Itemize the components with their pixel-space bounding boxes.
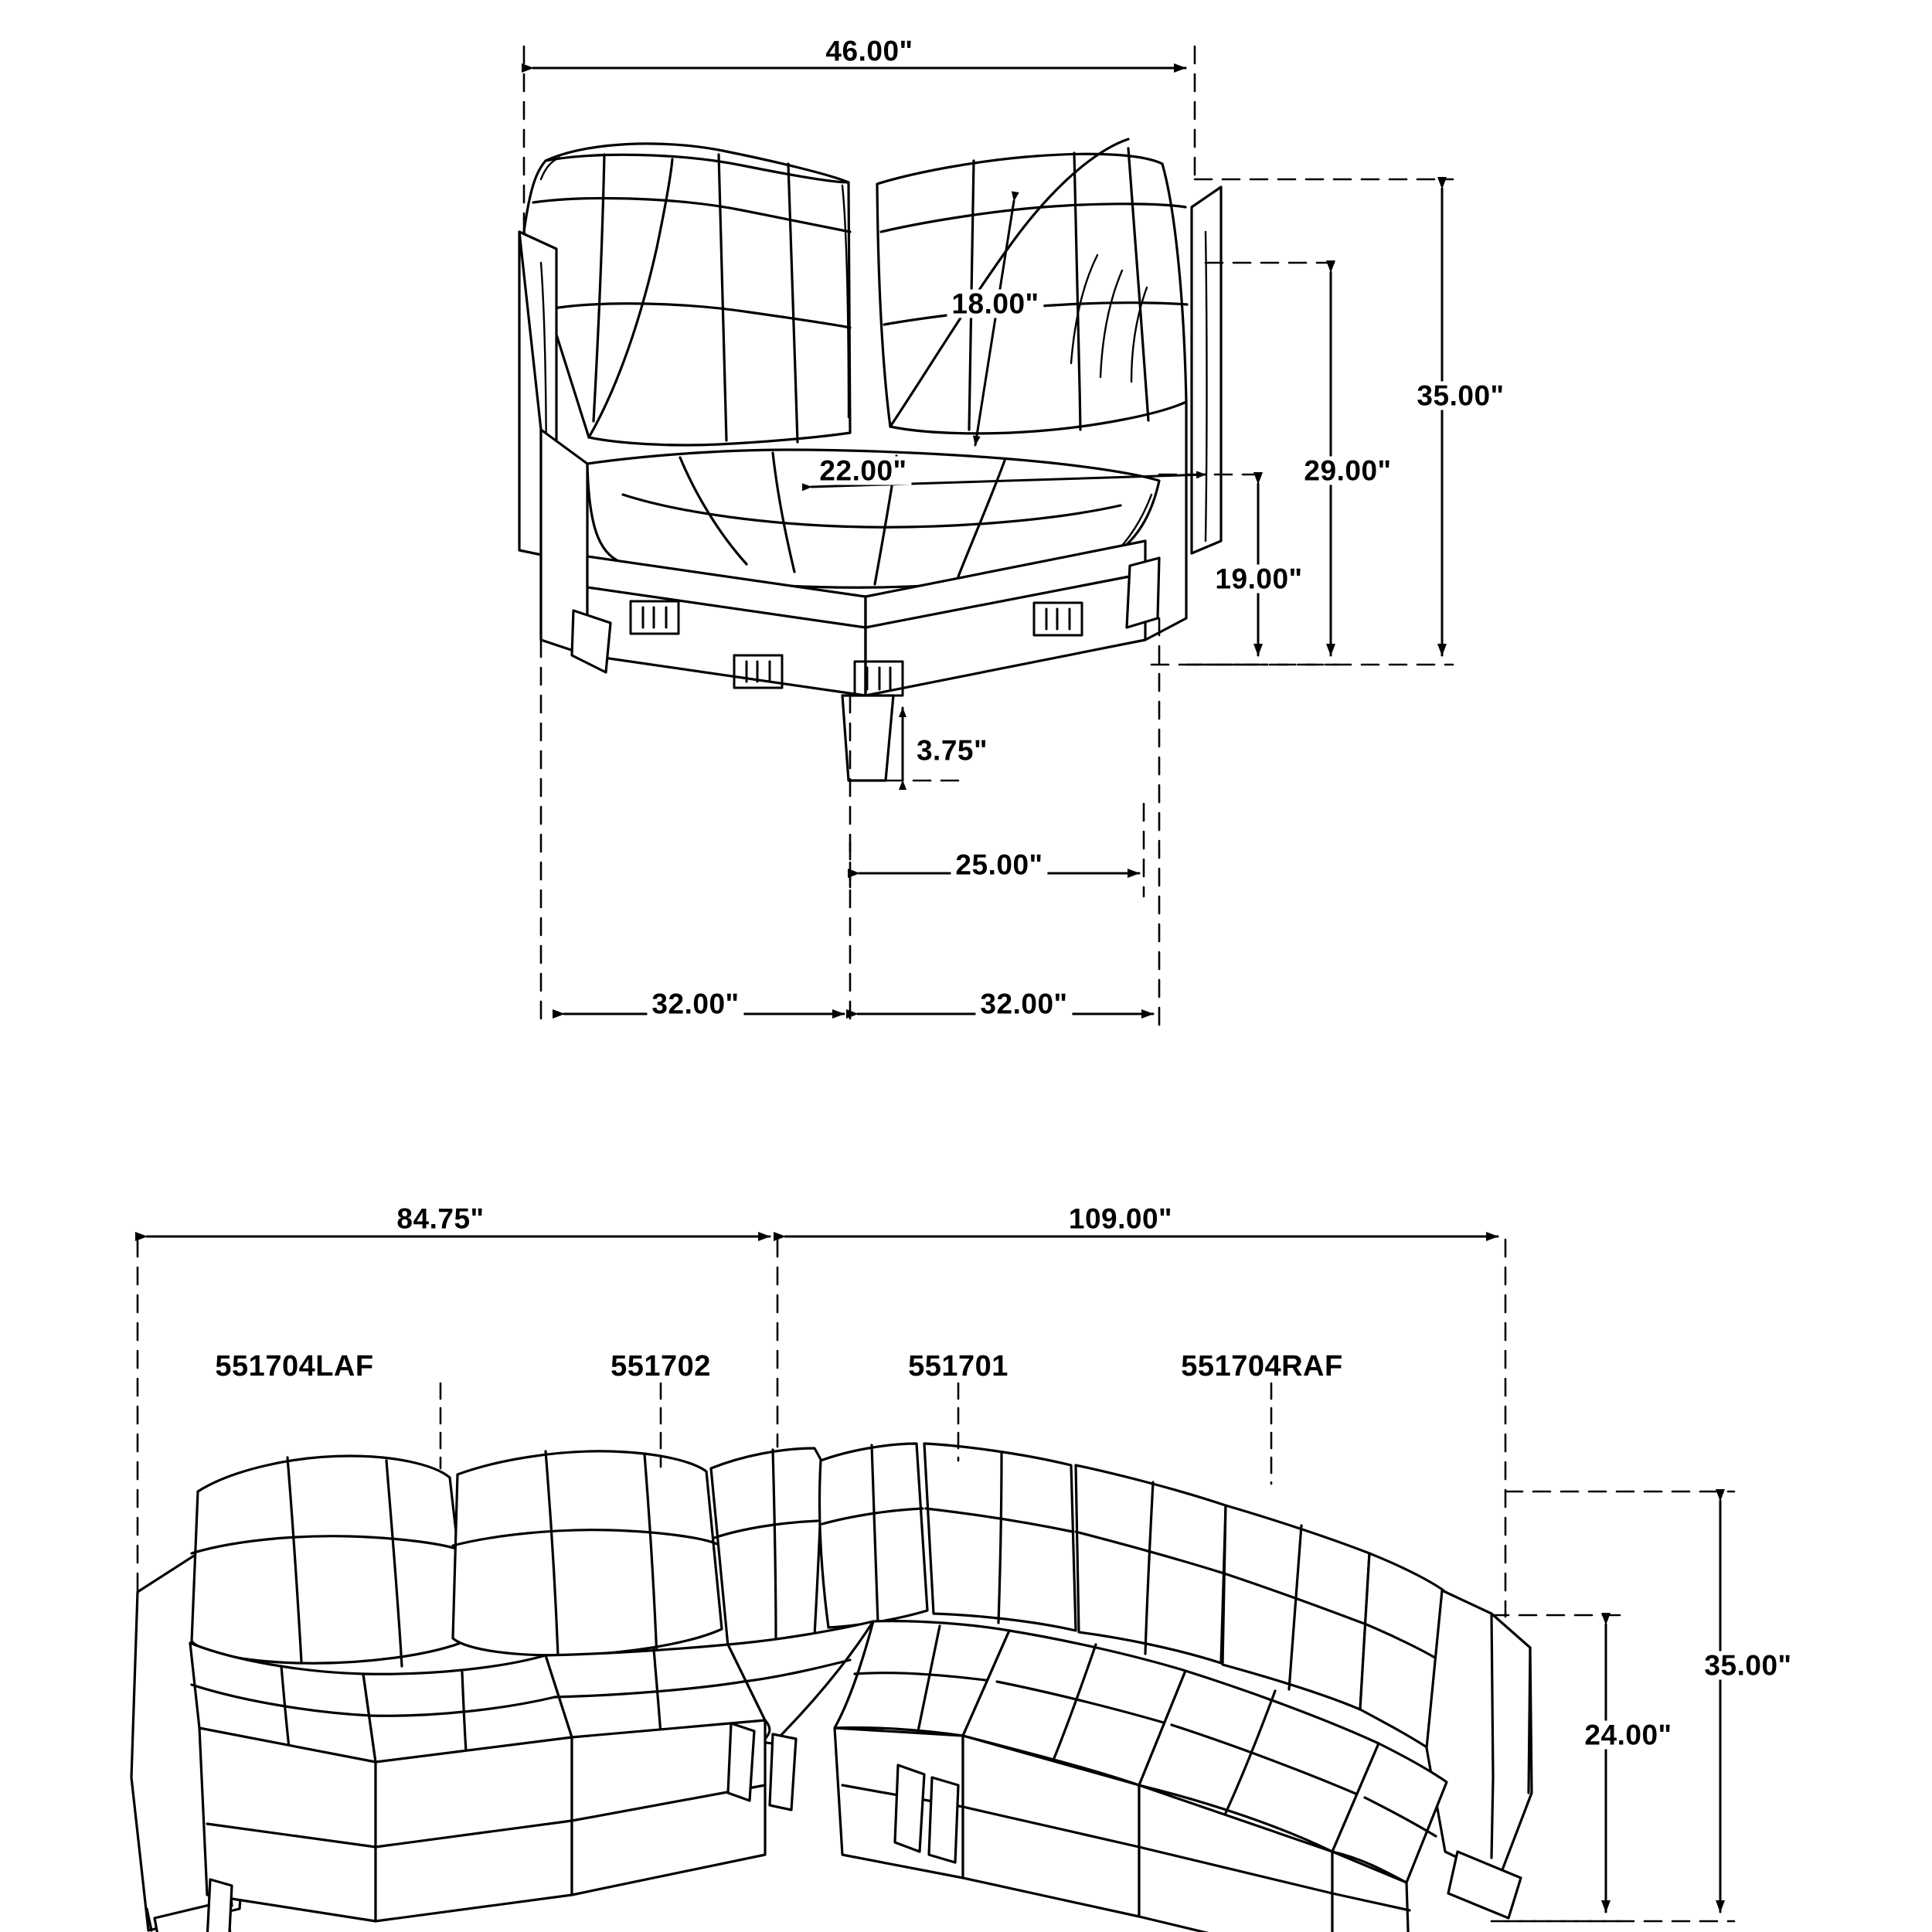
dimension-right-span: 109.00": [1064, 1205, 1177, 1233]
dimension-back-cushion-height: 18.00": [947, 290, 1043, 318]
model-label-551704LAF: 551704LAF: [215, 1350, 374, 1383]
dimension-seat-back-height: 24.00": [1580, 1721, 1676, 1750]
dimension-front-width: 25.00": [951, 851, 1047, 879]
dimension-back-height: 29.00": [1299, 457, 1396, 485]
dimension-seat-depth: 22.00": [815, 457, 911, 485]
model-label-551702: 551702: [611, 1350, 711, 1383]
dimension-left-side-width: 32.00": [647, 990, 743, 1019]
dimension-seat-height: 19.00": [1210, 565, 1307, 594]
model-label-551701: 551701: [908, 1350, 1009, 1383]
dimension-left-span: 84.75": [392, 1205, 488, 1233]
dimension-width-top: 46.00": [821, 37, 917, 66]
dimension-right-side-width: 32.00": [975, 990, 1072, 1019]
model-label-551704RAF: 551704RAF: [1181, 1350, 1343, 1383]
dimension-leg-height: 3.75": [912, 736, 992, 765]
dimension-overall-height-2: 35.00": [1699, 1651, 1796, 1680]
dimension-overall-height: 35.00": [1412, 382, 1509, 410]
